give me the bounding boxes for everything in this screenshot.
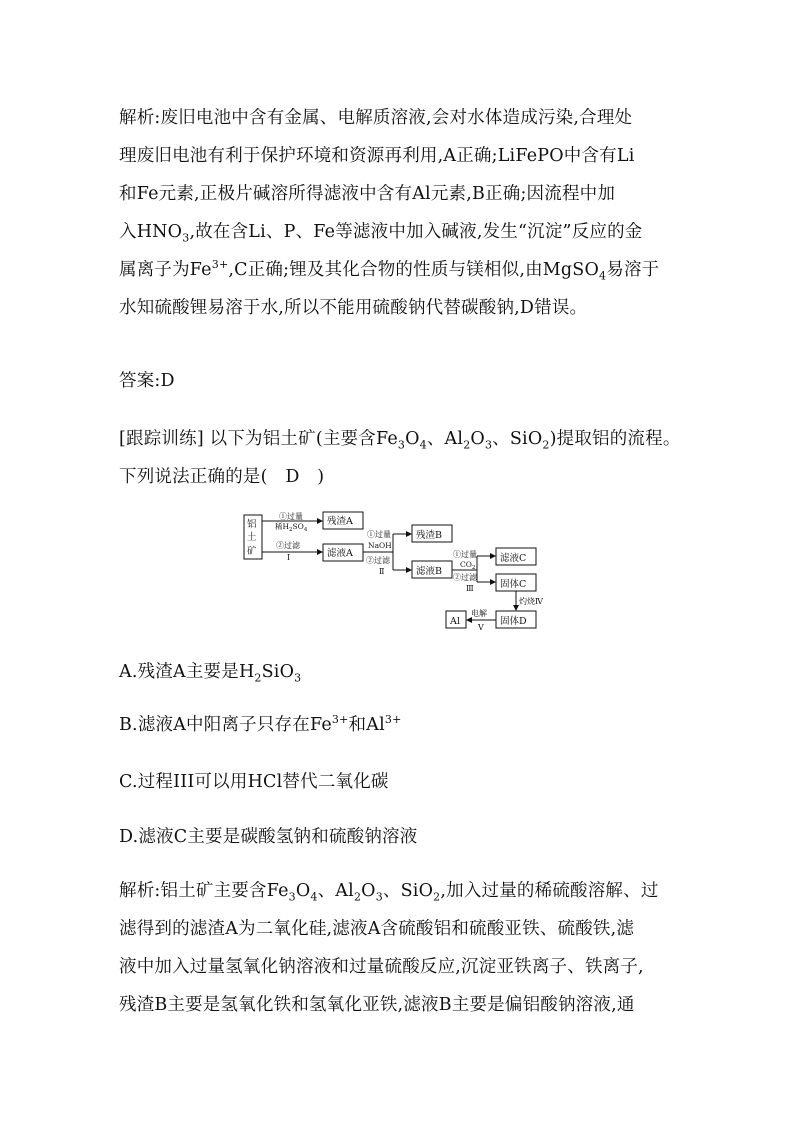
option-d: D.滤液C主要是碳酸氢钠和硫酸钠溶液 bbox=[119, 827, 418, 847]
text-line: 水知硫酸锂易溶于水,所以不能用硫酸钠代替碳酸钠,D错误。 bbox=[119, 298, 588, 318]
question-line: 下列说法正确的是( D ) bbox=[119, 467, 325, 487]
option-a: A.残渣A主要是$H_2SiO_3$ bbox=[119, 662, 302, 685]
solid-d-label: 固体D bbox=[500, 616, 527, 627]
filtrate-b-label: 滤液B bbox=[416, 566, 442, 577]
text-line: 解析:废旧电池中含有金属、电解质溶液,会对水体造成污染,合理处 bbox=[119, 108, 633, 128]
analysis-paragraph-1 bbox=[119, 99, 679, 327]
step1-reagent-a: ①过量 bbox=[279, 512, 303, 521]
filtrate-c-label: 滤液C bbox=[500, 553, 527, 564]
text-line: 属离子为$Fe^{3+},C$正确;锂及其化合物的性质与镁相似,由MgSO$_4$易溶于 bbox=[119, 258, 660, 283]
step5-label: 电解 bbox=[471, 609, 487, 618]
text-line: 和Fe元素,正极片碱溶所得滤液中含有Al元素,B正确;因流程中加 bbox=[119, 184, 616, 204]
analysis-paragraph-2 bbox=[119, 872, 679, 1024]
step2-filter: ②过滤 bbox=[366, 556, 390, 565]
step2-number: Ⅱ bbox=[379, 567, 385, 576]
solid-c-label: 固体C bbox=[500, 579, 527, 590]
option-c: C.过程III可以用HCl替代二氧化碳 bbox=[119, 772, 389, 792]
process-flowchart bbox=[243, 510, 563, 632]
residue-b-label: 残渣B bbox=[416, 530, 442, 541]
text-line: 残渣B主要是氢氧化铁和氢氧化亚铁,滤液B主要是偏铝酸钠溶液,通 bbox=[119, 995, 635, 1015]
residue-a-label: 残渣A bbox=[327, 516, 353, 527]
step3-filter: ②过滤 bbox=[453, 573, 477, 582]
bauxite-label: 矿 bbox=[247, 546, 257, 557]
text-line: 液中加入过量氢氧化钠溶液和过量硫酸反应,沉淀亚铁离子、铁离子, bbox=[119, 957, 644, 977]
text-line: 滤得到的滤渣A为二氧化硅,滤液A含硫酸铝和硫酸亚铁、硫酸铁,滤 bbox=[119, 919, 635, 939]
step1-number: Ⅰ bbox=[287, 553, 291, 562]
bauxite-label: 铝 bbox=[247, 519, 257, 530]
text-line: 理废旧电池有利于保护环境和资源再利用,A正确;LiFePO中含有Li bbox=[119, 146, 635, 166]
step3-number: Ⅲ bbox=[466, 584, 474, 593]
step5-number: Ⅴ bbox=[478, 623, 484, 632]
step4-label: 灼烧Ⅳ bbox=[519, 597, 543, 606]
practice-question bbox=[119, 420, 679, 496]
step2-reagent-b: NaOH bbox=[368, 541, 392, 550]
step1-filter: ②过滤 bbox=[276, 541, 300, 550]
filtrate-a-label: 滤液A bbox=[327, 548, 353, 559]
answer-line: 答案:D bbox=[119, 371, 175, 391]
step1-reagent-b: 稀$H_2SO_4$ bbox=[275, 522, 308, 533]
aluminum-label: Al bbox=[450, 616, 460, 627]
text-line: 解析:铝土矿主要含$Fe_3O_4$、$Al_2O_3$、SiO$_2$,加入过量的稀硫酸溶解、过 bbox=[119, 881, 659, 904]
bauxite-label: 土 bbox=[247, 532, 257, 543]
option-b: B.滤液A中阳离子只存在$Fe^{3+}$和$Al^{3+}$ bbox=[119, 713, 402, 735]
text-line: 入$HNO_3$,故在含Li、P、Fe等滤液中加入碱液,发生“沉淀”反应的金 bbox=[119, 222, 643, 245]
step3-reagent-a: ①过量 bbox=[453, 550, 477, 559]
step2-reagent-a: ①过量 bbox=[367, 530, 391, 539]
step3-reagent-b: $CO_2$ bbox=[460, 560, 476, 571]
question-line: [跟踪训练] 以下为铝土矿(主要含$Fe_3O_4$、$Al_2O_3$、SiO$_2$)提取铝的流程。 bbox=[119, 429, 681, 452]
